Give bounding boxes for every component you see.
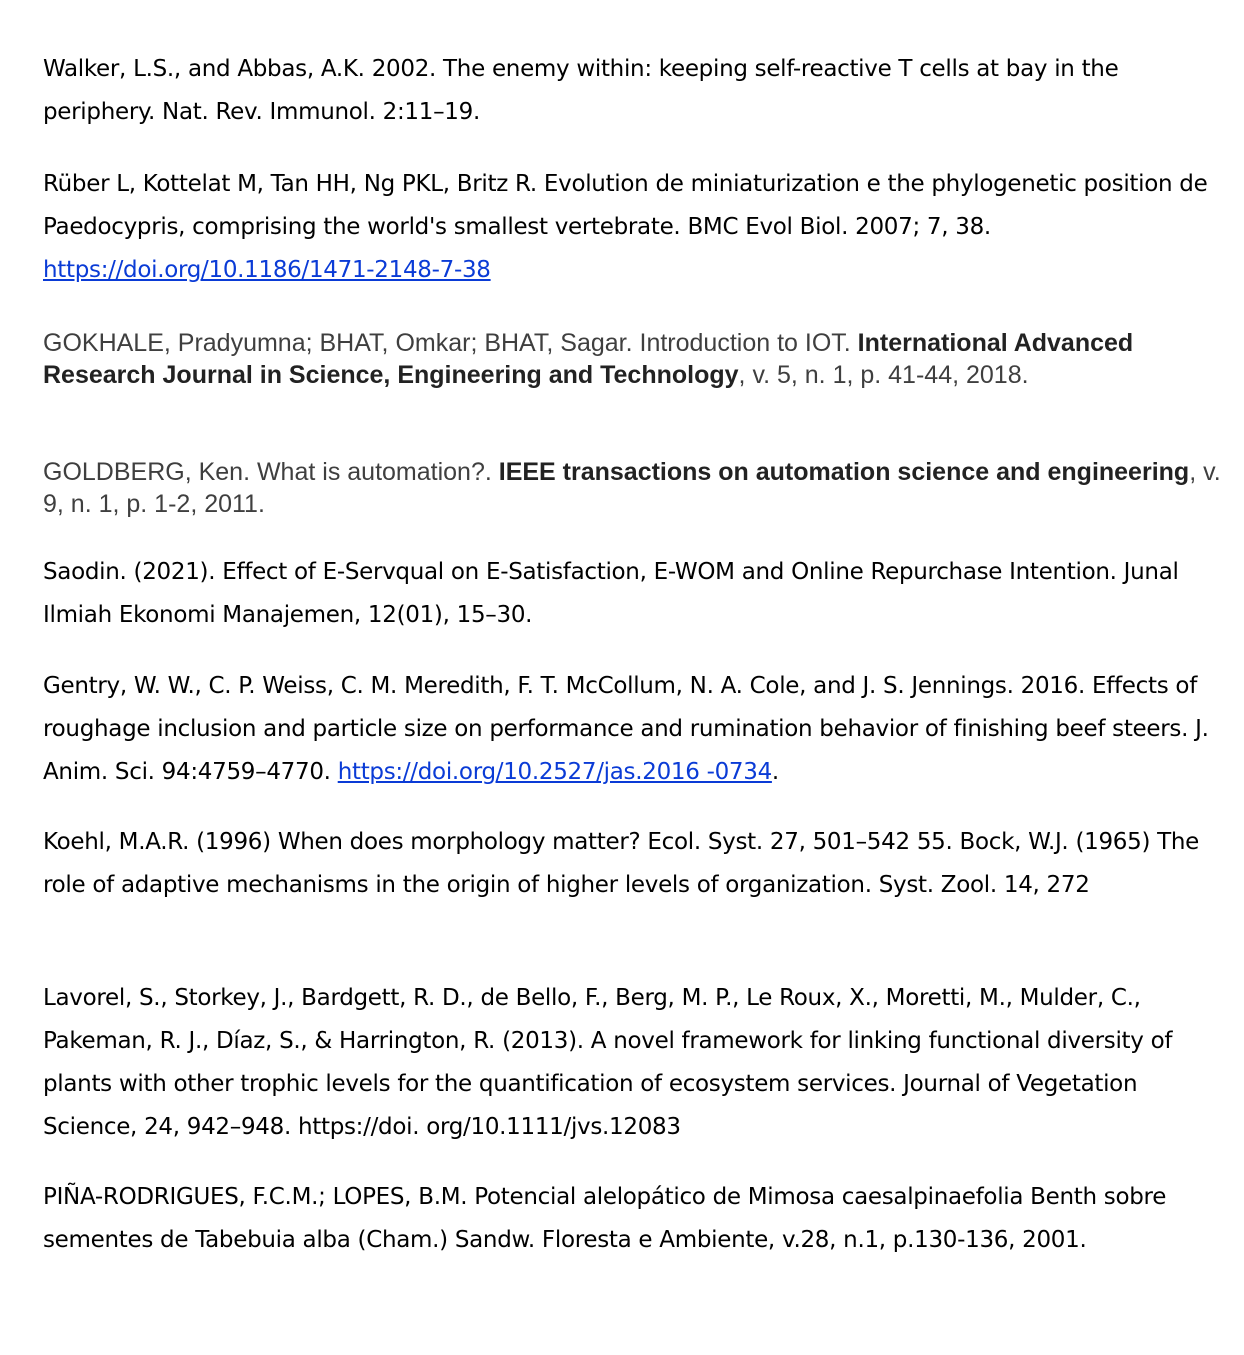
- journal-title: IEEE transactions on automation science and engineering: [498, 458, 1190, 486]
- reference-suffix: , v. 5, n. 1, p. 41-44, 2018.: [738, 361, 1029, 389]
- journal-title: International Advanced Research Journal in Science, Engineering and Technology: [43, 329, 1134, 389]
- reference-gokhale: [43, 327, 1228, 391]
- reference-text: PIÑA-RODRIGUES, F.C.M.; LOPES, B.M. Potencial alelopático de Mimosa caesalpinaefolia Benth sobre sementes de Tabebuia alba (Cham.) Sandw. Floresta e Ambiente, v.28, n.1, p.130-136, 2001.: [43, 1184, 1167, 1253]
- reference-suffix: , v. 9, n. 1, p. 1-2, 2011.: [43, 458, 1221, 518]
- reference-text: Rüber L, Kottelat M, Tan HH, Ng PKL, Britz R. Evolution de miniaturization e the phylogenetic position de Paedocypris, comprising the world's smallest vertebrate. BMC Evol Biol. 2007; 7, 38.: [43, 171, 1208, 240]
- reference-gentry: [43, 665, 1228, 794]
- reference-ruber: [43, 163, 1228, 292]
- doi-link[interactable]: https://doi.org/10.2527/jas.2016 -0734: [337, 759, 772, 785]
- reference-goldberg: [43, 456, 1228, 520]
- reference-text: Walker, L.S., and Abbas, A.K. 2002. The enemy within: keeping self-reactive T cells at bay in the periphery. Nat. Rev. Immunol. 2:11–19.: [43, 56, 1119, 125]
- reference-pina-rodrigues: [43, 1176, 1228, 1262]
- reference-text: Gentry, W. W., C. P. Weiss, C. M. Meredith, F. T. McCollum, N. A. Cole, and J. S. Jennings. 2016. Effects of roughage inclusion and particle size on performance and rumination behavior of finishing beef steers. J. Anim. Sci. 94:4759–4770.: [43, 673, 1209, 785]
- reference-text: Koehl, M.A.R. (1996) When does morphology matter? Ecol. Syst. 27, 501–542 55. Bock, W.J. (1965) The role of adaptive mechanisms in the origin of higher levels of organization. Syst. Zool. 14, 272: [43, 829, 1200, 898]
- reference-walker: [43, 48, 1228, 134]
- reference-text: Saodin. (2021). Effect of E-Servqual on E-Satisfaction, E-WOM and Online Repurchase Intention. Junal Ilmiah Ekonomi Manajemen, 12(01), 15–30.: [43, 559, 1179, 628]
- doi-link[interactable]: https://doi.org/10.1186/1471-2148-7-38: [43, 257, 491, 283]
- reference-period: .: [771, 759, 779, 785]
- reference-prefix: GOLDBERG, Ken. What is automation?.: [43, 458, 499, 486]
- reference-lavorel: [43, 977, 1228, 1149]
- reference-text: Lavorel, S., Storkey, J., Bardgett, R. D., de Bello, F., Berg, M. P., Le Roux, X., Moretti, M., Mulder, C., Pakeman, R. J., Díaz, S., & Harrington, R. (2013). A novel framework for linking functional diversity of plants with other trophic levels for the quantification of ecosystem services. Journal of Vegetation Science, 24, 942–948. https://doi. org/10.1111/jvs.12083: [43, 985, 1173, 1140]
- reference-koehl: [43, 821, 1228, 907]
- reference-saodin: [43, 551, 1228, 637]
- reference-prefix: GOKHALE, Pradyumna; BHAT, Omkar; BHAT, Sagar. Introduction to IOT.: [43, 329, 858, 357]
